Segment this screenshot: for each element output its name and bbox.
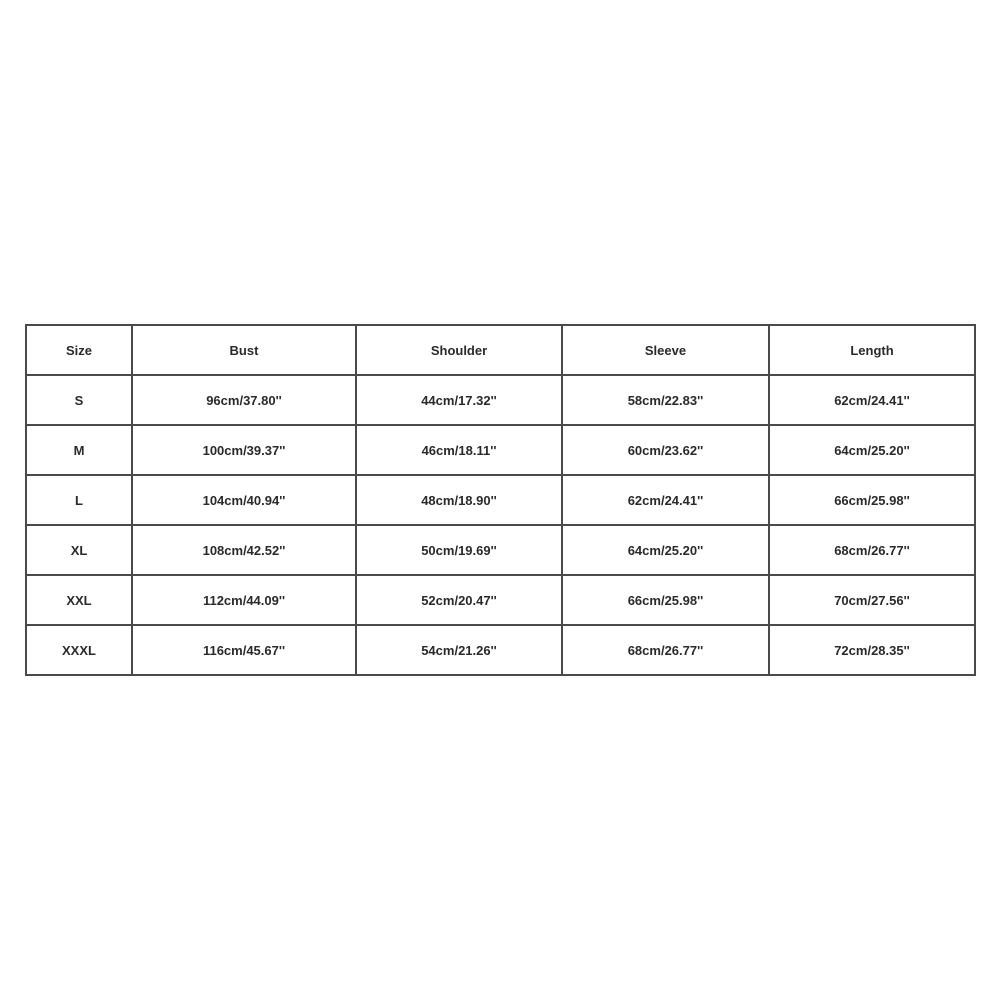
cell-sleeve: 64cm/25.20'': [562, 525, 769, 575]
cell-length: 70cm/27.56'': [769, 575, 975, 625]
cell-size: L: [26, 475, 132, 525]
header-sleeve: Sleeve: [562, 325, 769, 375]
cell-bust: 112cm/44.09'': [132, 575, 356, 625]
cell-bust: 96cm/37.80'': [132, 375, 356, 425]
cell-sleeve: 60cm/23.62'': [562, 425, 769, 475]
cell-length: 68cm/26.77'': [769, 525, 975, 575]
cell-bust: 108cm/42.52'': [132, 525, 356, 575]
header-shoulder: Shoulder: [356, 325, 562, 375]
table-row: [26, 625, 975, 675]
header-size: Size: [26, 325, 132, 375]
cell-length: 64cm/25.20'': [769, 425, 975, 475]
cell-sleeve: 58cm/22.83'': [562, 375, 769, 425]
cell-sleeve: 68cm/26.77'': [562, 625, 769, 675]
cell-length: 72cm/28.35'': [769, 625, 975, 675]
cell-size: XXL: [26, 575, 132, 625]
cell-shoulder: 44cm/17.32'': [356, 375, 562, 425]
table-row: [26, 575, 975, 625]
table-header-row: [26, 325, 975, 375]
table-row: [26, 475, 975, 525]
cell-bust: 100cm/39.37'': [132, 425, 356, 475]
cell-size: XL: [26, 525, 132, 575]
cell-shoulder: 46cm/18.11'': [356, 425, 562, 475]
cell-size: S: [26, 375, 132, 425]
cell-bust: 116cm/45.67'': [132, 625, 356, 675]
cell-shoulder: 50cm/19.69'': [356, 525, 562, 575]
cell-length: 66cm/25.98'': [769, 475, 975, 525]
cell-shoulder: 52cm/20.47'': [356, 575, 562, 625]
table-row: [26, 525, 975, 575]
table-row: [26, 425, 975, 475]
cell-sleeve: 62cm/24.41'': [562, 475, 769, 525]
header-bust: Bust: [132, 325, 356, 375]
cell-sleeve: 66cm/25.98'': [562, 575, 769, 625]
table-row: [26, 375, 975, 425]
cell-size: XXXL: [26, 625, 132, 675]
cell-shoulder: 48cm/18.90'': [356, 475, 562, 525]
header-length: Length: [769, 325, 975, 375]
cell-bust: 104cm/40.94'': [132, 475, 356, 525]
cell-shoulder: 54cm/21.26'': [356, 625, 562, 675]
size-chart-table: [25, 324, 976, 676]
cell-length: 62cm/24.41'': [769, 375, 975, 425]
cell-size: M: [26, 425, 132, 475]
